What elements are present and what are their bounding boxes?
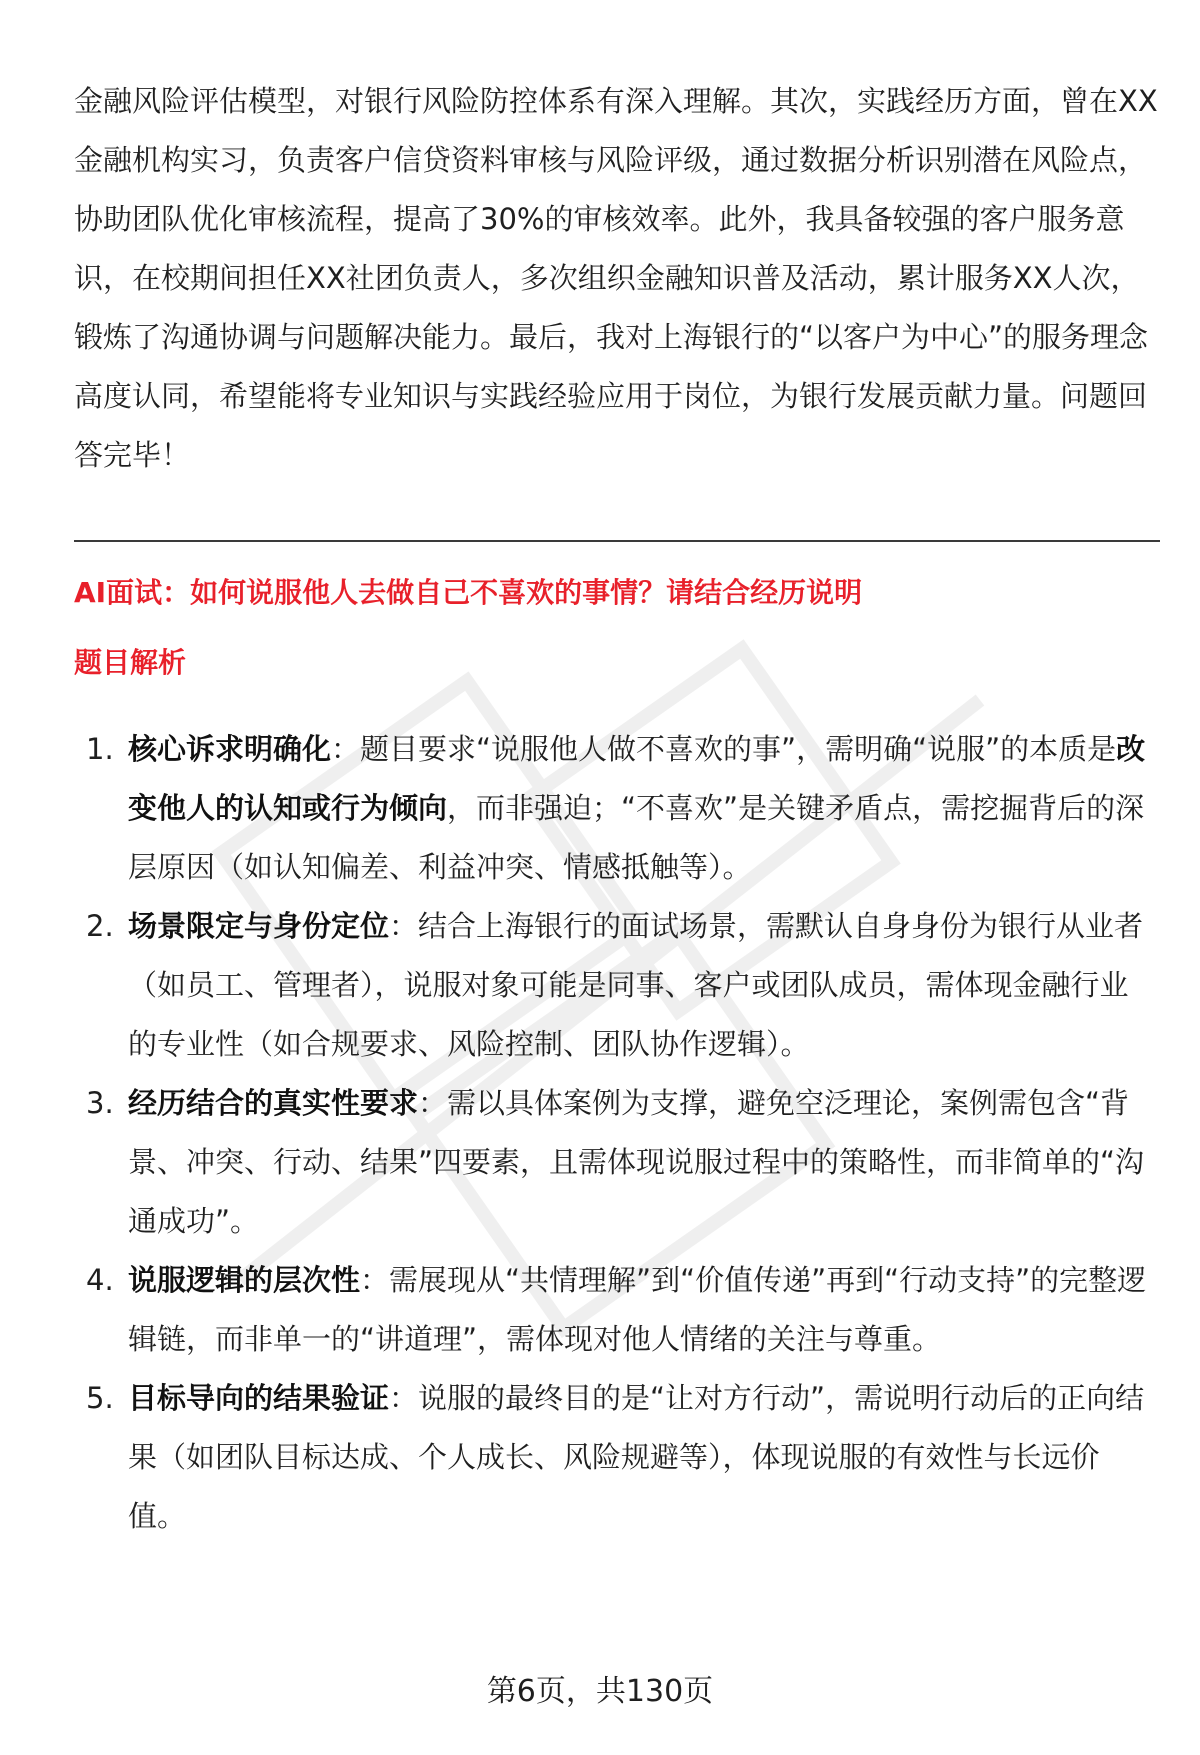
analysis-item (74, 720, 1154, 897)
analysis-heading: 题目解析 (74, 646, 187, 679)
item-text: ，而非强迫；“不喜欢”是关键矛盾点，需挖掘背后的深层原因（如认知偏差、利益冲突、情感抵触等）。 (128, 791, 1145, 884)
page-number: 第6页，共130页 (486, 1674, 714, 1709)
answer-paragraph: 金融风险评估模型，对银行风险防控体系有深入理解。其次，实践经历方面，曾在XX金融机构实习，负责客户信贷资料审核与风险评级，通过数据分析识别潜在风险点，协助团队优化审核流程，提高了30%的审核效率。此外，我具备较强的客户服务意识，在校期间担任XX社团负责人，多次组织金融知识普及活动，累计服务XX人次，锻炼了沟通协调与问题解决能力。最后，我对上海银行的“以客户为中心”的服务理念高度认同，希望能将专业知识与实践经验应用于岗位，为银行发展贡献力量。问题回答完毕！ (74, 84, 1158, 472)
item-text: ：需以具体案例为支撑，避免空泛理论，案例需包含“背景、冲突、行动、结果”四要素，且需体现说服过程中的策略性，而非简单的“沟通成功”。 (128, 1086, 1145, 1238)
section-divider (74, 540, 1160, 542)
item-title: 目标导向的结果验证 (128, 1381, 390, 1415)
item-number: 1. (86, 732, 114, 766)
item-text: ：说服的最终目的是“让对方行动”，需说明行动后的正向结果（如团队目标达成、个人成长、风险规避等），体现说服的有效性与长远价值。 (128, 1381, 1145, 1533)
item-title: 场景限定与身份定位 (128, 909, 390, 943)
item-title: 核心诉求明确化 (128, 732, 332, 766)
item-text: ：结合上海银行的面试场景，需默认自身身份为银行从业者（如员工、管理者），说服对象可能是同事、客户或团队成员，需体现金融行业的专业性（如合规要求、风险控制、团队协作逻辑）。 (128, 909, 1144, 1061)
analysis-item (74, 1074, 1154, 1251)
analysis-item (74, 1369, 1154, 1546)
item-emphasis: 改变他人的认知或行为倾向 (128, 732, 1146, 825)
item-title: 经历结合的真实性要求 (128, 1086, 419, 1120)
analysis-item (74, 897, 1154, 1074)
analysis-list (74, 720, 1154, 1546)
analysis-item (74, 1251, 1154, 1369)
item-number: 5. (86, 1381, 114, 1415)
item-text: ：需展现从“共情理解”到“价值传递”再到“行动支持”的完整逻辑链，而非单一的“讲道理”，需体现对他人情绪的关注与尊重。 (128, 1263, 1147, 1356)
item-text: ：题目要求“说服他人做不喜欢的事”，需明确“说服”的本质是 (331, 732, 1117, 766)
item-number: 2. (86, 909, 114, 943)
question-heading: AI面试：如何说服他人去做自己不喜欢的事情？请结合经历说明 (74, 576, 863, 609)
item-number: 4. (86, 1263, 114, 1297)
item-number: 3. (86, 1086, 114, 1120)
item-title: 说服逻辑的层次性 (128, 1263, 361, 1297)
